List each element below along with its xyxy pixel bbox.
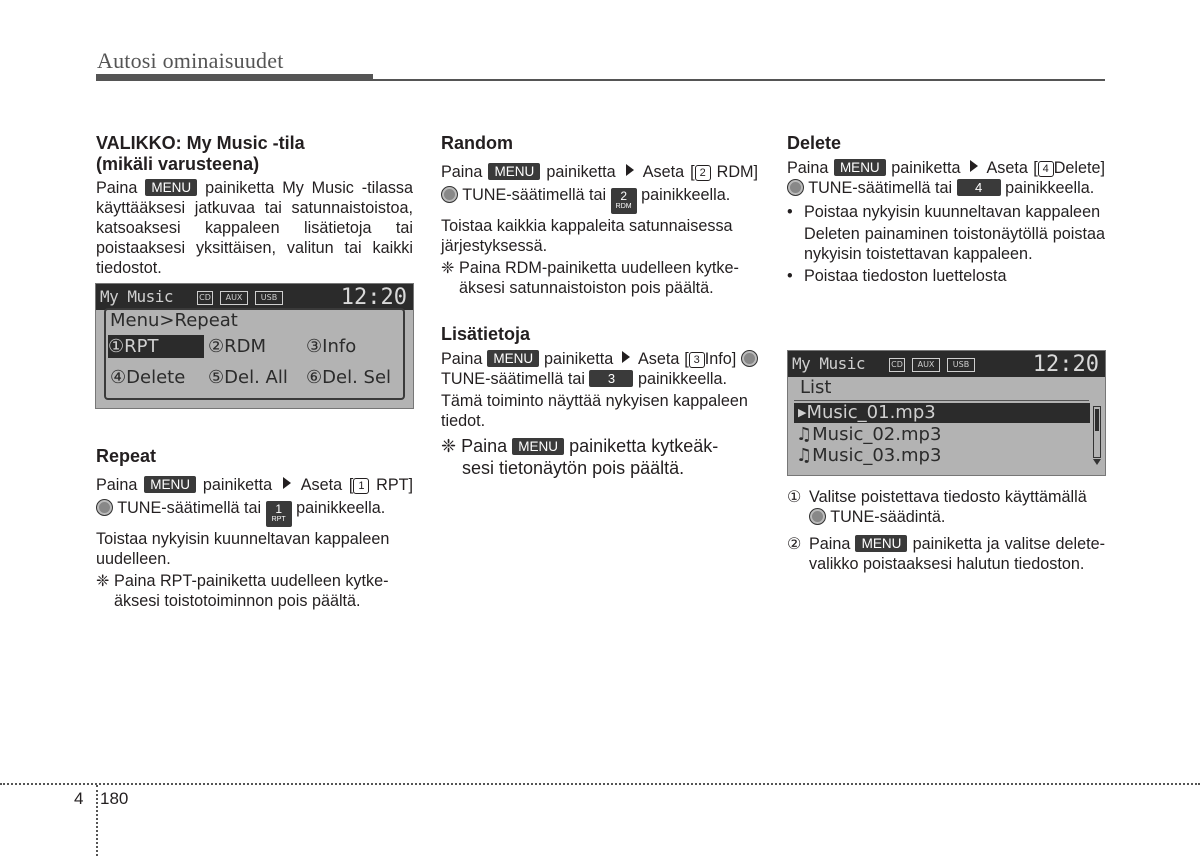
tune-knob-icon (787, 179, 804, 196)
step-2: ② Paina MENU painiketta ja valitse delete-valikko poistaaksesi halutun tiedoston. (787, 535, 1106, 573)
header-rule (373, 79, 1105, 81)
section-heading-random: Random (441, 133, 513, 153)
menu-key-icon: MENU (145, 179, 197, 196)
menu-key-icon: MENU (144, 476, 196, 493)
scrollbar[interactable] (1093, 406, 1101, 458)
screen-source-label: My Music (792, 354, 866, 373)
menu-item-info[interactable]: ③Info (306, 336, 357, 357)
usb-chip: USB (947, 358, 975, 372)
aux-chip: AUX (220, 291, 248, 305)
number-4-icon: 4 (1038, 161, 1054, 177)
repeat-note-line1: ❈ Paina RPT-painiketta uudelleen kytke- (96, 572, 389, 590)
list-item[interactable]: ♫Music_02.mp3 (796, 424, 942, 445)
info-instructions: Paina MENU painiketta Aseta [ 3 Info] TUNE-säätimellä tai 3 painikkeella. (441, 349, 758, 389)
number-1-icon: 1 (353, 478, 369, 494)
scroll-down-icon[interactable] (1093, 459, 1101, 465)
arrow-right-icon (622, 351, 630, 363)
tune-knob-icon (96, 499, 113, 516)
list-item[interactable]: ♫Music_03.mp3 (796, 445, 942, 466)
cd-chip: CD (889, 358, 905, 372)
delete-steps (787, 487, 1105, 574)
arrow-right-icon (970, 160, 978, 172)
random-instructions: Paina MENU painiketta Aseta [ 2 RDM] TUNE-säätimellä tai 2 RDM painikkeella. (441, 161, 758, 214)
random-note-line2: äksesi satunnaistoiston pois päältä. (459, 279, 714, 297)
screen-clock: 12:20 (340, 285, 407, 310)
screen-status-bar (96, 284, 413, 310)
rpt-key-icon: 1 RPT (266, 501, 292, 527)
delete-instructions: Paina MENU painiketta Aseta [ 4 Delete] TUNE-säätimellä tai 4 painikkeella. (787, 159, 1106, 197)
cd-chip: CD (197, 291, 213, 305)
footer-rule (0, 783, 1200, 785)
column-random-info (441, 133, 758, 479)
list-divider (794, 400, 1089, 401)
menu-title: Menu>Repeat (110, 310, 238, 331)
number-2-icon: 2 (695, 165, 711, 181)
arrow-right-icon (626, 164, 634, 176)
intro-paragraph: Paina MENU painiketta My Music -tilassa käyttääksesi jatkuvaa tai satunnaistoistoa, katsoaksesi kappaleen lisätietoja tai poistaaksesi yksittäisen, valitun tai kaikki tiedostot. (96, 179, 414, 277)
section-subheading: (mikäli varusteena) (96, 154, 260, 174)
bullet-2: • Poistaa tiedoston luettelosta (787, 267, 1007, 285)
aux-chip: AUX (912, 358, 940, 372)
rdm-key-icon: 2 RDM (611, 188, 637, 214)
menu-item-rpt[interactable]: ①RPT (108, 335, 204, 358)
info-description: Tämä toiminto näyttää nykyisen kappaleen tiedot. (441, 392, 748, 430)
menu-item-rdm[interactable]: ②RDM (208, 336, 267, 357)
menu-item-del-sel[interactable]: ⑥Del. Sel (306, 367, 392, 388)
bullet-dot-icon: • (787, 203, 793, 221)
section-heading-delete: Delete (787, 133, 842, 153)
step-1: ① Valitse poistettava tiedosto käyttämällä TUNE-säädintä. (787, 488, 1087, 526)
random-description: Toistaa kaikkia kappaleita satunnaisessa järjestyksessä. (441, 217, 733, 255)
info-note-line2: sesi tietonäytön pois päältä. (462, 458, 685, 478)
random-note-line1: ❈ Paina RDM-painiketta uudelleen kytke- (441, 259, 739, 277)
section-repeat (96, 446, 413, 611)
section-heading-info: Lisätietoja (441, 324, 531, 344)
section-heading-repeat: Repeat (96, 446, 157, 466)
screen-source-label: My Music (100, 287, 174, 306)
list-title: List (800, 377, 832, 398)
screen-status-bar (788, 351, 1105, 377)
chapter-number: 4 (74, 789, 84, 808)
menu-key-icon: MENU (834, 159, 886, 176)
bullet-1: • Poistaa nykyisin kuunneltavan kappaleen (787, 203, 1101, 221)
play-arrow-icon: ▶ (798, 406, 807, 419)
column-delete (787, 133, 1105, 286)
footer-divider (96, 785, 98, 856)
scrollbar-thumb[interactable] (1095, 409, 1099, 431)
menu-item-delete[interactable]: ④Delete (110, 367, 186, 388)
key-3-icon: 3 (589, 370, 633, 387)
menu-key-icon: MENU (487, 350, 539, 367)
bullet-1-detail: Deleten painaminen toistonäytöllä poistaa nykyisin toistettavan kappaleen. (804, 225, 1105, 263)
key-4-icon: 4 (957, 179, 1001, 196)
screen-clock: 12:20 (1032, 352, 1099, 377)
repeat-instructions: Paina MENU painiketta Aseta [ 1 RPT] TUNE-säätimellä tai 1 RPT painikkeella. (96, 474, 413, 527)
menu-key-icon: MENU (488, 163, 540, 180)
section-heading-valikko: VALIKKO: My Music -tila (96, 133, 305, 153)
display-screen-list (787, 350, 1106, 476)
list-item-selected[interactable]: ▶Music_01.mp3 (794, 403, 1090, 423)
column-my-music (96, 133, 413, 278)
info-note: ❈ Paina MENU painiketta kytkeäk- (441, 436, 719, 456)
usb-chip: USB (255, 291, 283, 305)
tune-knob-icon (741, 350, 758, 367)
music-note-icon: ♫ (796, 445, 813, 466)
menu-item-del-all[interactable]: ⑤Del. All (208, 367, 288, 388)
bullet-dot-icon: • (787, 267, 793, 285)
menu-key-icon: MENU (512, 438, 564, 455)
header-bar (96, 74, 373, 81)
display-screen-menu-repeat (95, 283, 414, 409)
tune-knob-icon (441, 186, 458, 203)
page-header-title: Autosi ominaisuudet (97, 48, 284, 73)
arrow-right-icon (283, 477, 291, 489)
repeat-description: Toistaa nykyisin kuunneltavan kappaleen uudelleen. (96, 530, 390, 568)
music-note-icon: ♫ (796, 424, 813, 445)
menu-key-icon: MENU (855, 535, 907, 552)
tune-knob-icon (809, 508, 826, 525)
number-3-icon: 3 (689, 352, 705, 368)
repeat-note-line2: äksesi toistotoiminnon pois päältä. (114, 592, 361, 610)
page-number: 180 (100, 789, 129, 808)
